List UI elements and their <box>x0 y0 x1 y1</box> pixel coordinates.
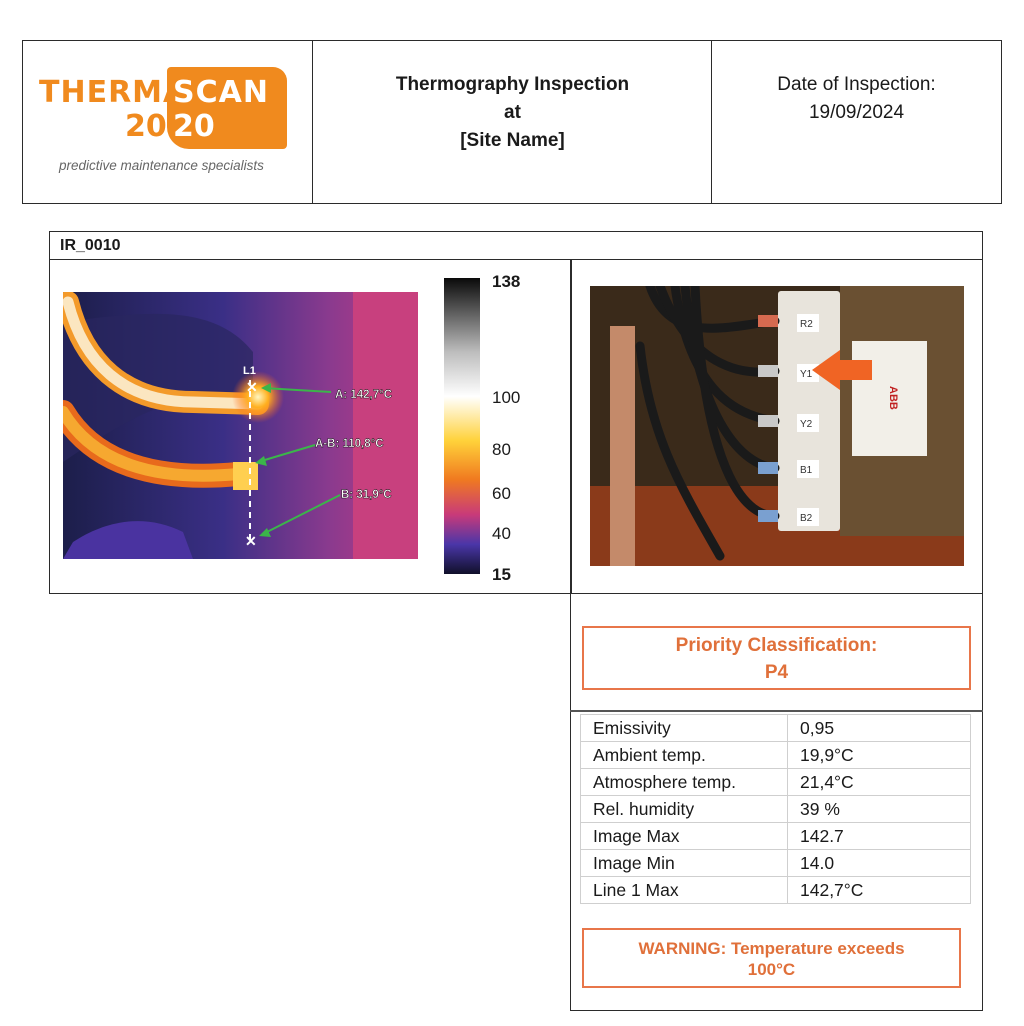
thermal-image <box>63 292 418 559</box>
thermal-hotspot-glow <box>232 371 284 423</box>
measurement-parameters-table <box>580 714 971 904</box>
logo-word-scan: SCAN <box>173 75 269 110</box>
thermal-terminal-lower <box>233 462 258 490</box>
param-name: Line 1 Max <box>581 877 788 904</box>
param-value: 14.0 <box>788 850 971 877</box>
terminal-label-b2: B2 <box>800 513 813 524</box>
temperature-scale-bar <box>444 278 480 574</box>
priority-label: Priority Classification: <box>675 635 878 656</box>
priority-value: P4 <box>764 662 789 683</box>
date-cell <box>712 41 1001 203</box>
param-value: 142.7 <box>788 823 971 850</box>
table-row <box>581 796 971 823</box>
photo-cable-sheath <box>610 326 635 566</box>
param-name: Ambient temp. <box>581 742 788 769</box>
inspection-date <box>712 71 1001 127</box>
table-row <box>581 769 971 796</box>
logo-year-part-a: 20 <box>125 109 167 144</box>
column-divider <box>570 259 572 594</box>
temperature-warning-box <box>582 928 961 988</box>
param-value: 142,7°C <box>788 877 971 904</box>
table-row <box>581 877 971 904</box>
measure-line-label: L1 <box>243 365 256 377</box>
marker-a-cross: ✕ <box>246 379 258 395</box>
photo-brand: ABB <box>887 386 899 410</box>
warning-line-2: 100°C <box>747 960 796 979</box>
priority-classification-box <box>582 626 971 690</box>
table-row <box>581 850 971 877</box>
date-label: Date of Inspection: <box>777 74 936 95</box>
marker-b-label: B: 31,9°C <box>341 489 392 501</box>
param-value: 0,95 <box>788 715 971 742</box>
warning-line-1: WARNING: Temperature exceeds <box>638 939 905 958</box>
marker-a-label: A: 142,7°C <box>335 389 393 401</box>
table-row <box>581 715 971 742</box>
scale-max-label: 138 <box>492 272 521 291</box>
terminal-label-r2: R2 <box>800 319 813 330</box>
logo-year-part-b: 20 <box>173 109 215 144</box>
date-value: 19/09/2024 <box>808 102 905 123</box>
table-row <box>581 742 971 769</box>
scale-gradient <box>444 278 480 574</box>
marker-ab-label: A-B: 110,8°C <box>315 438 384 450</box>
terminal-label-y2: Y2 <box>800 419 813 430</box>
priority-divider <box>570 710 983 712</box>
visual-photo <box>590 286 964 566</box>
param-value: 39 % <box>788 796 971 823</box>
param-name: Atmosphere temp. <box>581 769 788 796</box>
logo-tagline: predictive maintenance specialists <box>59 158 264 173</box>
record-title-row <box>49 231 983 260</box>
title-line-1: Thermography Inspection <box>395 74 630 95</box>
scale-tick-100: 100 <box>492 388 521 407</box>
report-header <box>22 40 1002 204</box>
marker-b-cross: ✕ <box>245 533 257 549</box>
table-row <box>581 823 971 850</box>
terminal-label-b1: B1 <box>800 465 813 476</box>
thermal-panel-edge <box>353 292 418 559</box>
report-title <box>313 71 712 155</box>
param-name: Image Min <box>581 850 788 877</box>
record-id: IR_0010 <box>60 237 121 254</box>
param-name: Emissivity <box>581 715 788 742</box>
terminal-label-y1: Y1 <box>800 369 813 380</box>
param-name: Image Max <box>581 823 788 850</box>
param-value: 19,9°C <box>788 742 971 769</box>
scale-tick-40: 40 <box>492 524 511 543</box>
scale-min-label: 15 <box>492 565 511 584</box>
scale-tick-60: 60 <box>492 484 511 503</box>
title-line-2: at <box>504 102 521 123</box>
title-cell <box>313 41 712 203</box>
scale-tick-80: 80 <box>492 440 511 459</box>
logo-word-therma: THERMA <box>39 75 188 110</box>
param-name: Rel. humidity <box>581 796 788 823</box>
param-value: 21,4°C <box>788 769 971 796</box>
logo-cell <box>23 41 313 203</box>
title-line-3: [Site Name] <box>460 130 565 151</box>
